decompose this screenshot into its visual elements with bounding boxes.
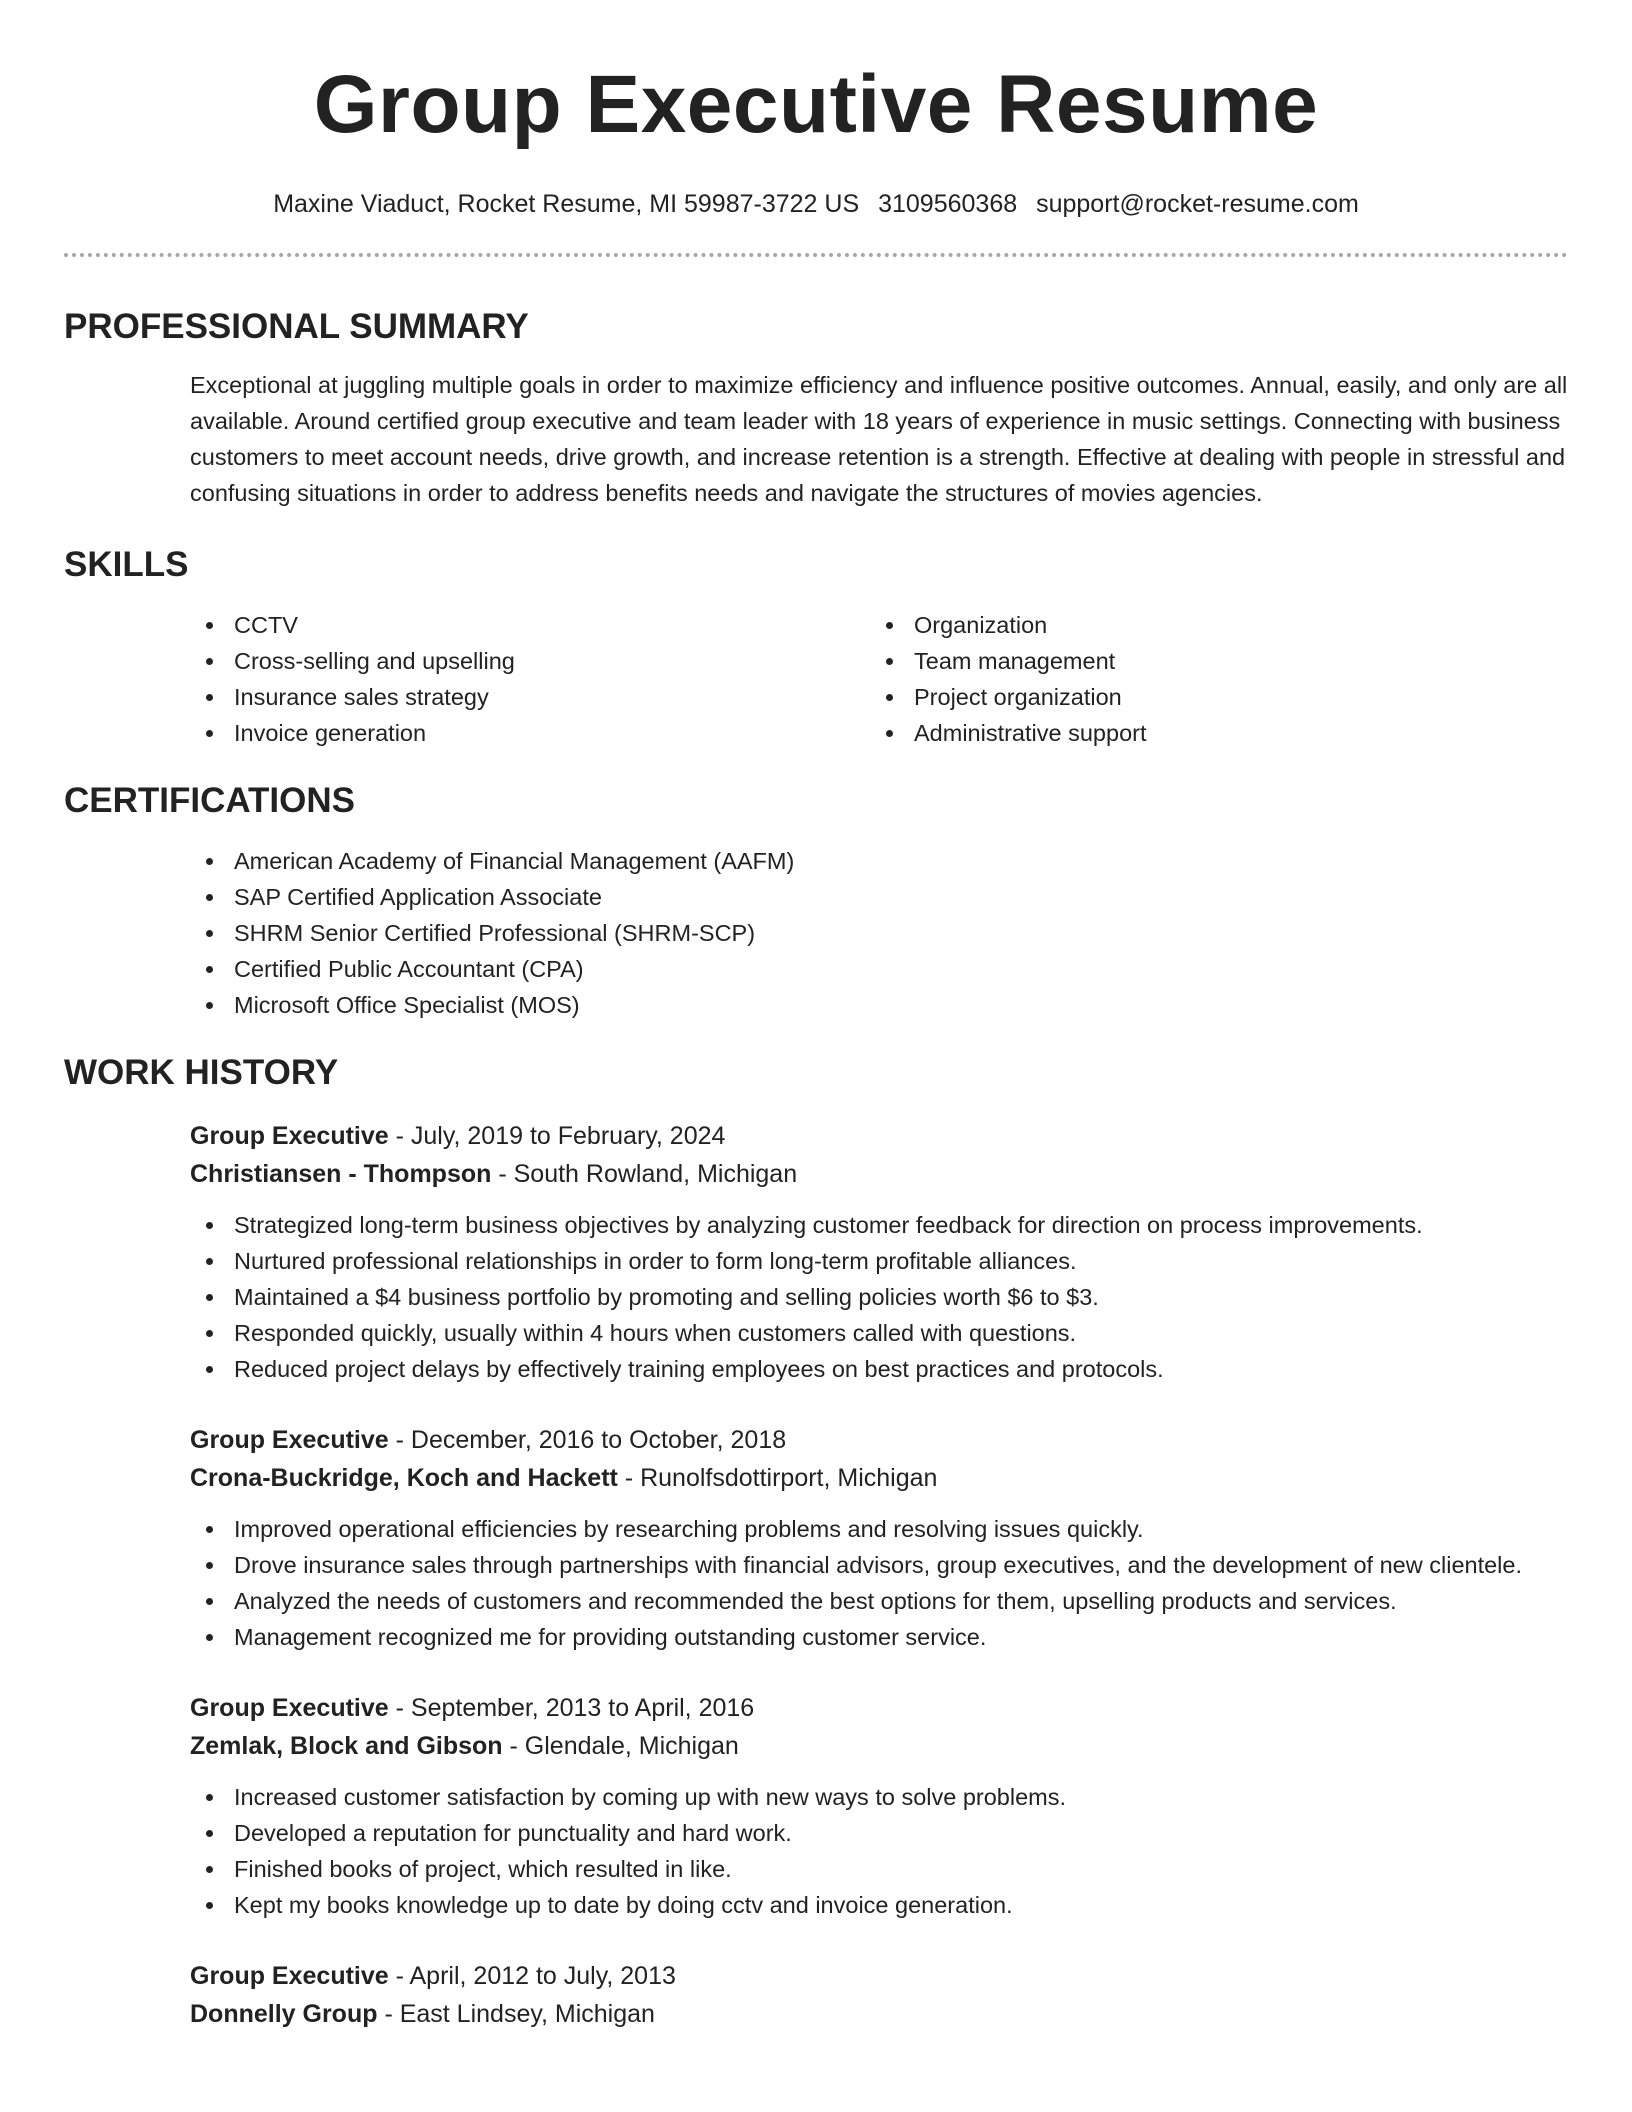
skill-item: Organization bbox=[870, 607, 1550, 643]
job-company: Donnelly Group bbox=[190, 2000, 378, 2028]
job-location: - Runolfsdottirport, Michigan bbox=[617, 1464, 938, 1492]
job-dates: - December, 2016 to October, 2018 bbox=[388, 1426, 787, 1454]
job-title-line bbox=[190, 1421, 1568, 1459]
job-dates: - July, 2019 to February, 2024 bbox=[388, 1122, 726, 1150]
job-entry bbox=[64, 1421, 1568, 1655]
job-company-line bbox=[190, 1155, 1568, 1193]
job-title-line bbox=[190, 1117, 1568, 1155]
job-bullet: Responded quickly, usually within 4 hours when customers called with questions. bbox=[190, 1315, 1568, 1351]
contact-address: Maxine Viaduct, Rocket Resume, MI 59987-3722 US bbox=[273, 190, 860, 218]
job-bullet: Maintained a $4 business portfolio by promoting and selling policies worth $6 to $3. bbox=[190, 1279, 1568, 1315]
skill-item: Project organization bbox=[870, 679, 1550, 715]
job-bullet: Kept my books knowledge up to date by doing cctv and invoice generation. bbox=[190, 1887, 1568, 1923]
contact-line bbox=[64, 190, 1568, 219]
job-company: Crona-Buckridge, Koch and Hackett bbox=[190, 1464, 618, 1492]
work-history-heading: WORK HISTORY bbox=[64, 1053, 339, 1092]
job-title: Group Executive bbox=[190, 1426, 389, 1454]
summary-text: Exceptional at juggling multiple goals in order to maximize efficiency and influence positive outcomes. Annual, easily, and only are all available. Around certified group executive and team leader with 18 years of experience in music settings. Connecting with business customers to meet account needs, drive growth, and increase retention is a strength. Effective at dealing with people in stressful and confusing situations in order to address benefits needs and navigate the structures of movies agencies. bbox=[190, 372, 1568, 506]
certification-item: Certified Public Accountant (CPA) bbox=[190, 951, 1568, 987]
job-location: - East Lindsey, Michigan bbox=[377, 2000, 655, 2028]
job-bullet: Reduced project delays by effectively training employees on best practices and protocols. bbox=[190, 1351, 1568, 1387]
skills-column-left bbox=[190, 607, 870, 751]
job-bullet: Strategized long-term business objectives by analyzing customer feedback for direction on process improvements. bbox=[190, 1207, 1568, 1243]
contact-phone: 3109560368 bbox=[878, 190, 1018, 218]
job-company-line bbox=[190, 1459, 1568, 1497]
certifications-list bbox=[64, 843, 1568, 1023]
skill-item: Invoice generation bbox=[190, 715, 870, 751]
certifications-heading: CERTIFICATIONS bbox=[64, 781, 356, 820]
skill-item: Cross-selling and upselling bbox=[190, 643, 870, 679]
job-company: Christiansen - Thompson bbox=[190, 1160, 492, 1188]
job-bullet: Improved operational efficiencies by researching problems and resolving issues quickly. bbox=[190, 1511, 1568, 1547]
job-bullets bbox=[190, 1779, 1568, 1923]
certification-item: Microsoft Office Specialist (MOS) bbox=[190, 987, 1568, 1023]
job-location: - South Rowland, Michigan bbox=[491, 1160, 798, 1188]
skill-item: Team management bbox=[870, 643, 1550, 679]
job-bullet: Drove insurance sales through partnerships with financial advisors, group executives, and the development of new clientele. bbox=[190, 1547, 1568, 1583]
certification-item: SAP Certified Application Associate bbox=[190, 879, 1568, 915]
header-divider bbox=[64, 253, 1568, 257]
contact-email: support@rocket-resume.com bbox=[1036, 190, 1359, 218]
job-company-line bbox=[190, 1995, 1568, 2033]
summary-heading: PROFESSIONAL SUMMARY bbox=[64, 307, 529, 346]
job-entry bbox=[64, 1689, 1568, 1923]
resume-title: Group Executive Resume bbox=[313, 59, 1319, 150]
job-title-line bbox=[190, 1689, 1568, 1727]
job-company-line bbox=[190, 1727, 1568, 1765]
job-bullet: Developed a reputation for punctuality and hard work. bbox=[190, 1815, 1568, 1851]
job-title-line bbox=[190, 1957, 1568, 1995]
job-title: Group Executive bbox=[190, 1962, 389, 1990]
job-bullet: Management recognized me for providing outstanding customer service. bbox=[190, 1619, 1568, 1655]
job-title: Group Executive bbox=[190, 1122, 389, 1150]
job-bullets bbox=[190, 1207, 1568, 1387]
certification-item: American Academy of Financial Management (AAFM) bbox=[190, 843, 1568, 879]
job-title: Group Executive bbox=[190, 1694, 389, 1722]
job-company: Zemlak, Block and Gibson bbox=[190, 1732, 503, 1760]
skills-heading: SKILLS bbox=[64, 545, 189, 584]
job-bullet: Finished books of project, which resulted in like. bbox=[190, 1851, 1568, 1887]
skill-item: Administrative support bbox=[870, 715, 1550, 751]
job-entry bbox=[64, 1117, 1568, 1387]
job-dates: - April, 2012 to July, 2013 bbox=[388, 1962, 676, 1990]
job-location: - Glendale, Michigan bbox=[502, 1732, 739, 1760]
job-bullet: Nurtured professional relationships in order to form long-term profitable alliances. bbox=[190, 1243, 1568, 1279]
job-bullet: Analyzed the needs of customers and recommended the best options for them, upselling products and services. bbox=[190, 1583, 1568, 1619]
certification-item: SHRM Senior Certified Professional (SHRM-SCP) bbox=[190, 915, 1568, 951]
job-dates: - September, 2013 to April, 2016 bbox=[388, 1694, 755, 1722]
job-entry bbox=[64, 1957, 1568, 2033]
job-bullets bbox=[190, 1511, 1568, 1655]
job-bullet: Increased customer satisfaction by coming up with new ways to solve problems. bbox=[190, 1779, 1568, 1815]
skill-item: Insurance sales strategy bbox=[190, 679, 870, 715]
skill-item: CCTV bbox=[190, 607, 870, 643]
skills-column-right bbox=[870, 607, 1550, 751]
skills-list bbox=[64, 607, 1568, 751]
